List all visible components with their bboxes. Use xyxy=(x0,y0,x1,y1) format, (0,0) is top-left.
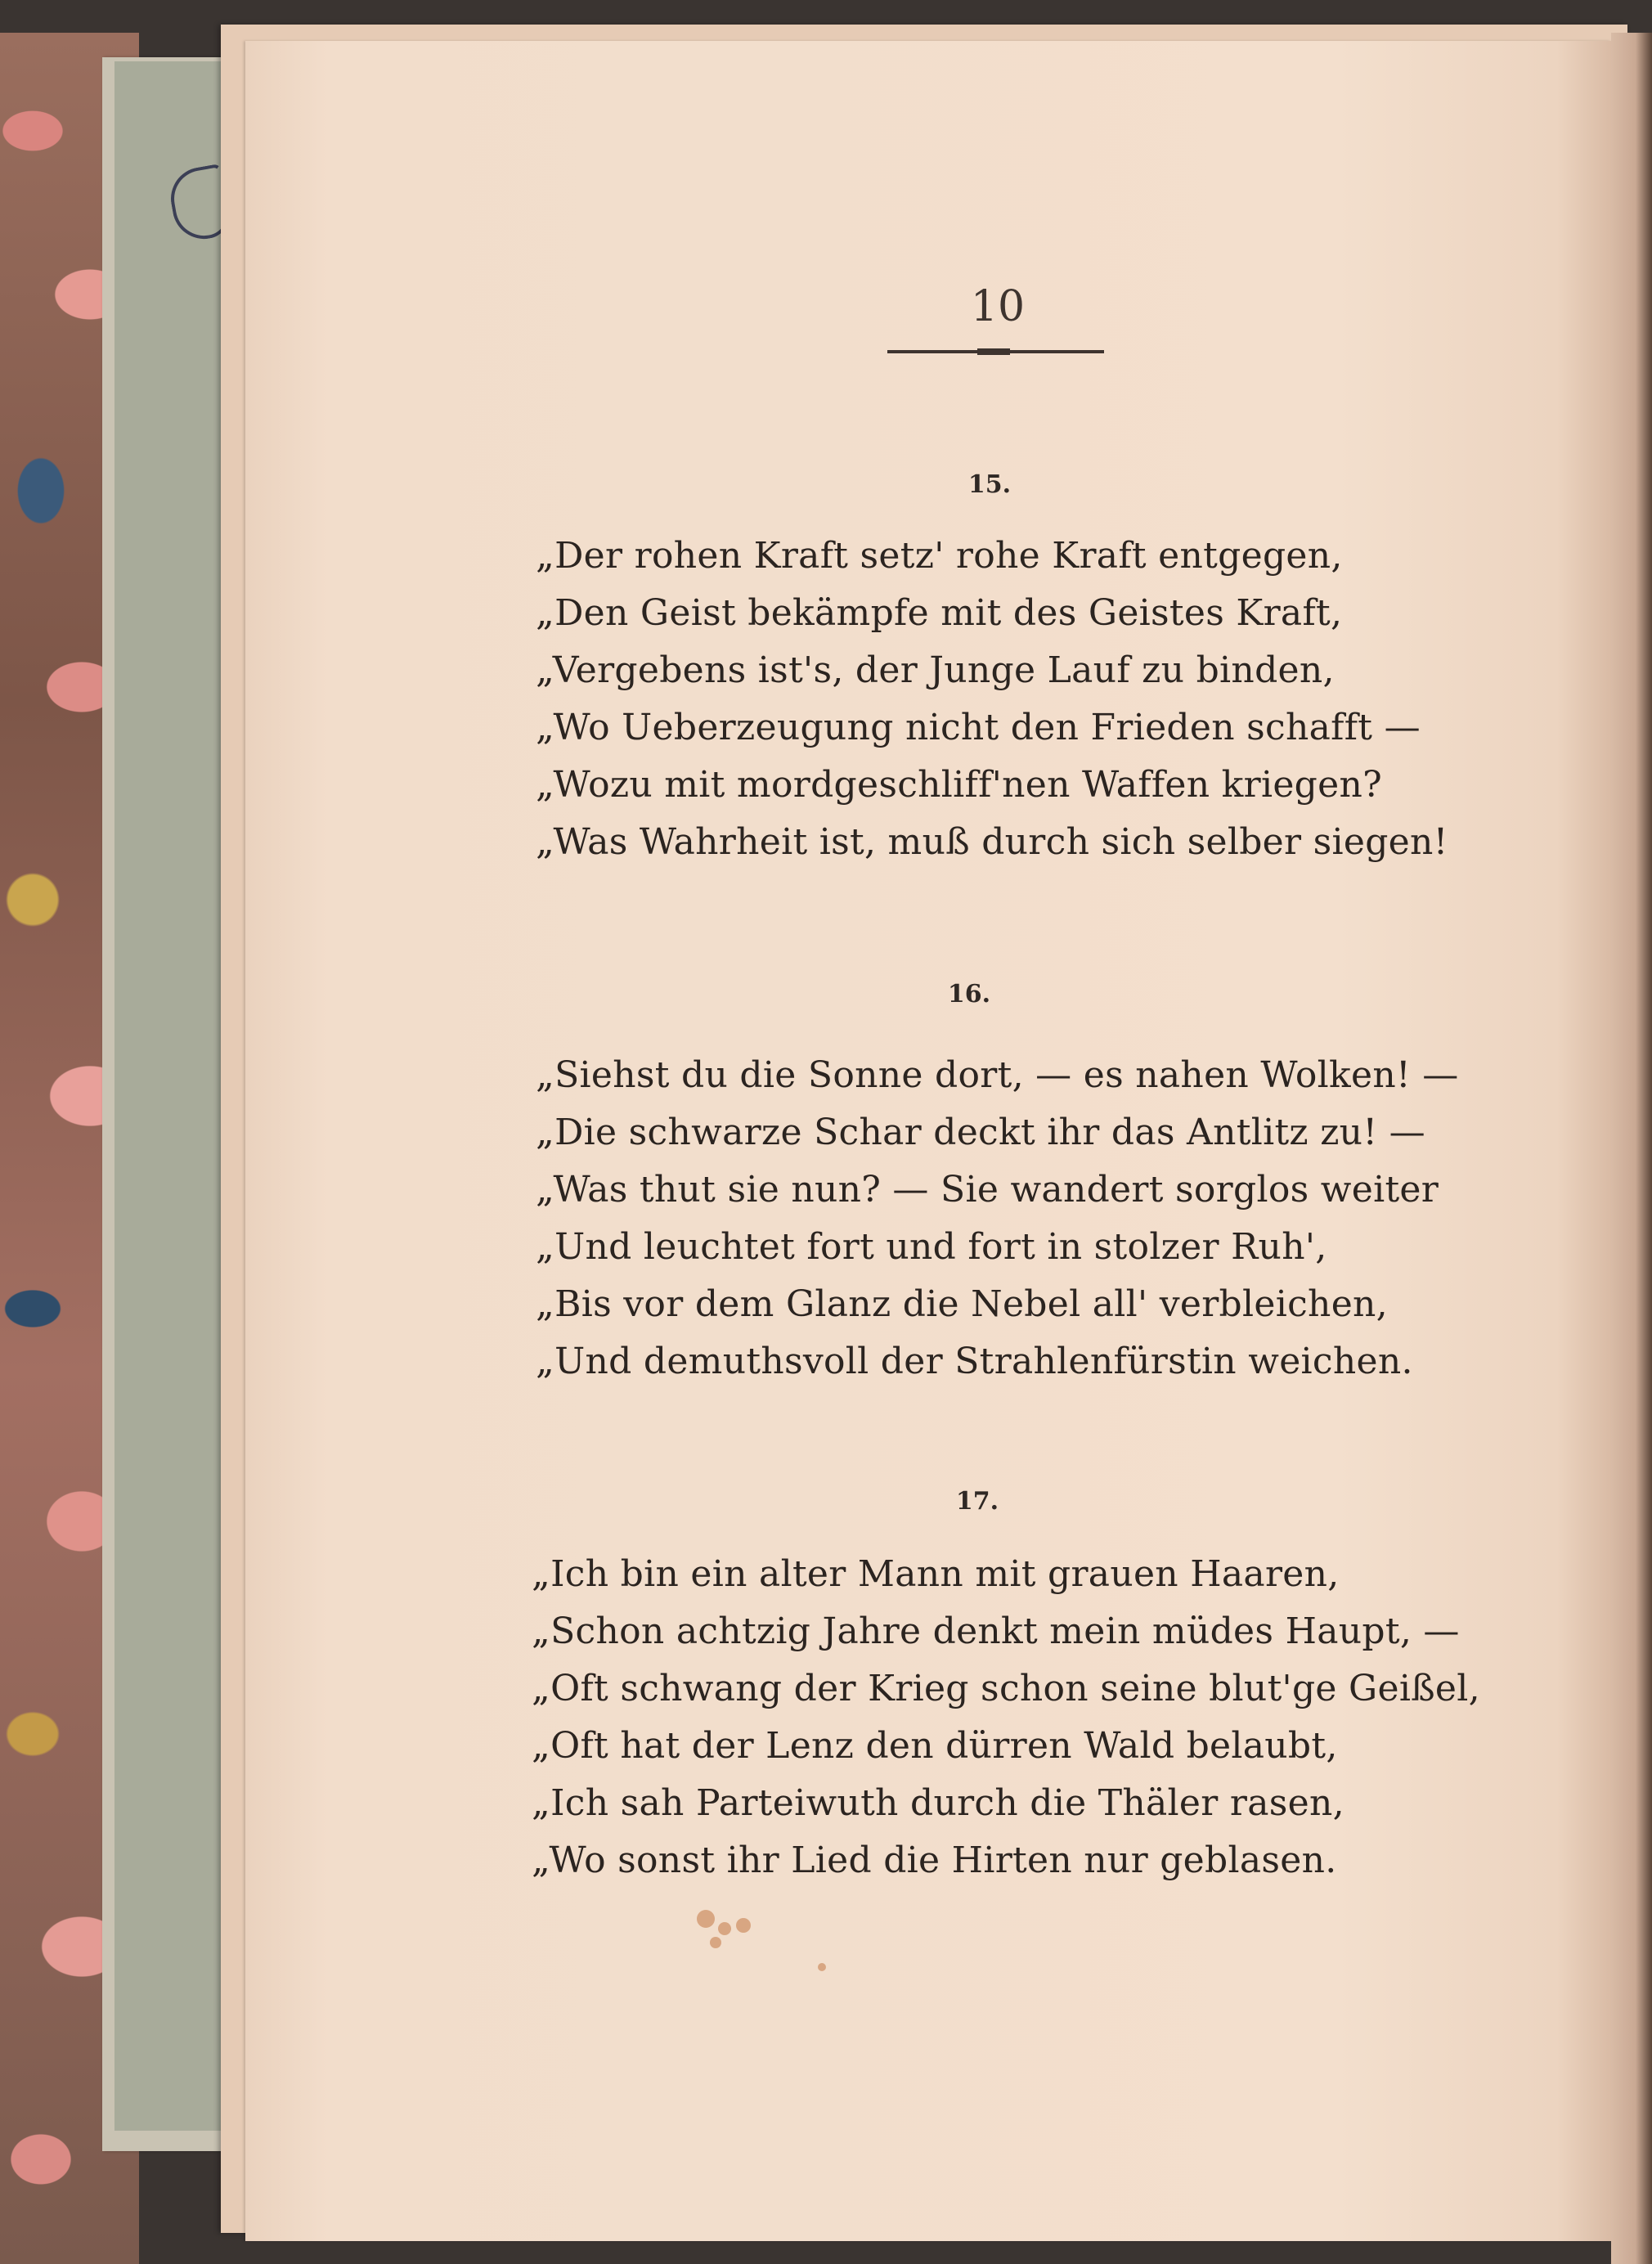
page-number: 10 xyxy=(970,282,1026,331)
verse-line: „Vergebens ist's, der Junge Lauf zu binden, xyxy=(536,649,1335,691)
verse-line: „Was thut sie nun? — Sie wandert sorglos weiter xyxy=(536,1169,1439,1211)
stanza xyxy=(536,1047,1459,1390)
verse-line: „Und leuchtet fort und fort in stolzer Ruh', xyxy=(536,1226,1327,1268)
verse-line: „Wo Ueberzeugung nicht den Frieden schafft — xyxy=(536,707,1421,748)
verse-line: „Oft hat der Lenz den dürren Wald belaubt, xyxy=(532,1725,1338,1767)
foxing-stain xyxy=(818,1963,826,1971)
stanza-number: 15. xyxy=(967,470,1012,499)
verse-line: „Wozu mit mordgeschliff'nen Waffen kriegen? xyxy=(536,764,1383,806)
stanza xyxy=(532,1546,1480,1889)
foxing-stain xyxy=(718,1922,731,1935)
verse-line: „Schon achtzig Jahre denkt mein müdes Haupt, — xyxy=(532,1610,1460,1652)
page-edge xyxy=(1611,33,1652,2264)
foxing-stain xyxy=(710,1937,721,1948)
stanza-number: 16. xyxy=(947,980,991,1008)
verse-line: „Wo sonst ihr Lied die Hirten nur geblasen. xyxy=(532,1840,1337,1881)
verse-line: „Siehst du die Sonne dort, — es nahen Wolken! — xyxy=(536,1054,1459,1096)
header-rule xyxy=(887,350,1104,353)
verse-line: „Den Geist bekämpfe mit des Geistes Kraft, xyxy=(536,592,1343,634)
verse-line: „Der rohen Kraft setz' rohe Kraft entgegen, xyxy=(536,535,1343,577)
verse-line: „Ich bin ein alter Mann mit grauen Haaren, xyxy=(532,1553,1340,1595)
verse-line: „Was Wahrheit ist, muß durch sich selber siegen! xyxy=(536,821,1448,863)
stanza-number: 17. xyxy=(955,1487,999,1516)
verse-line: „Bis vor dem Glanz die Nebel all' verbleichen, xyxy=(536,1283,1388,1325)
verse-line: „Die schwarze Schar deckt ihr das Antlitz zu! — xyxy=(536,1112,1425,1153)
foxing-stain xyxy=(736,1918,751,1933)
stanza xyxy=(536,528,1448,871)
verse-line: „Und demuthsvoll der Strahlenfürstin weichen. xyxy=(536,1341,1413,1382)
verse-line: „Oft schwang der Krieg schon seine blut'ge Geißel, xyxy=(532,1668,1480,1709)
foxing-stain xyxy=(697,1910,715,1928)
verse-line: „Ich sah Parteiwuth durch die Thäler rasen, xyxy=(532,1782,1344,1824)
